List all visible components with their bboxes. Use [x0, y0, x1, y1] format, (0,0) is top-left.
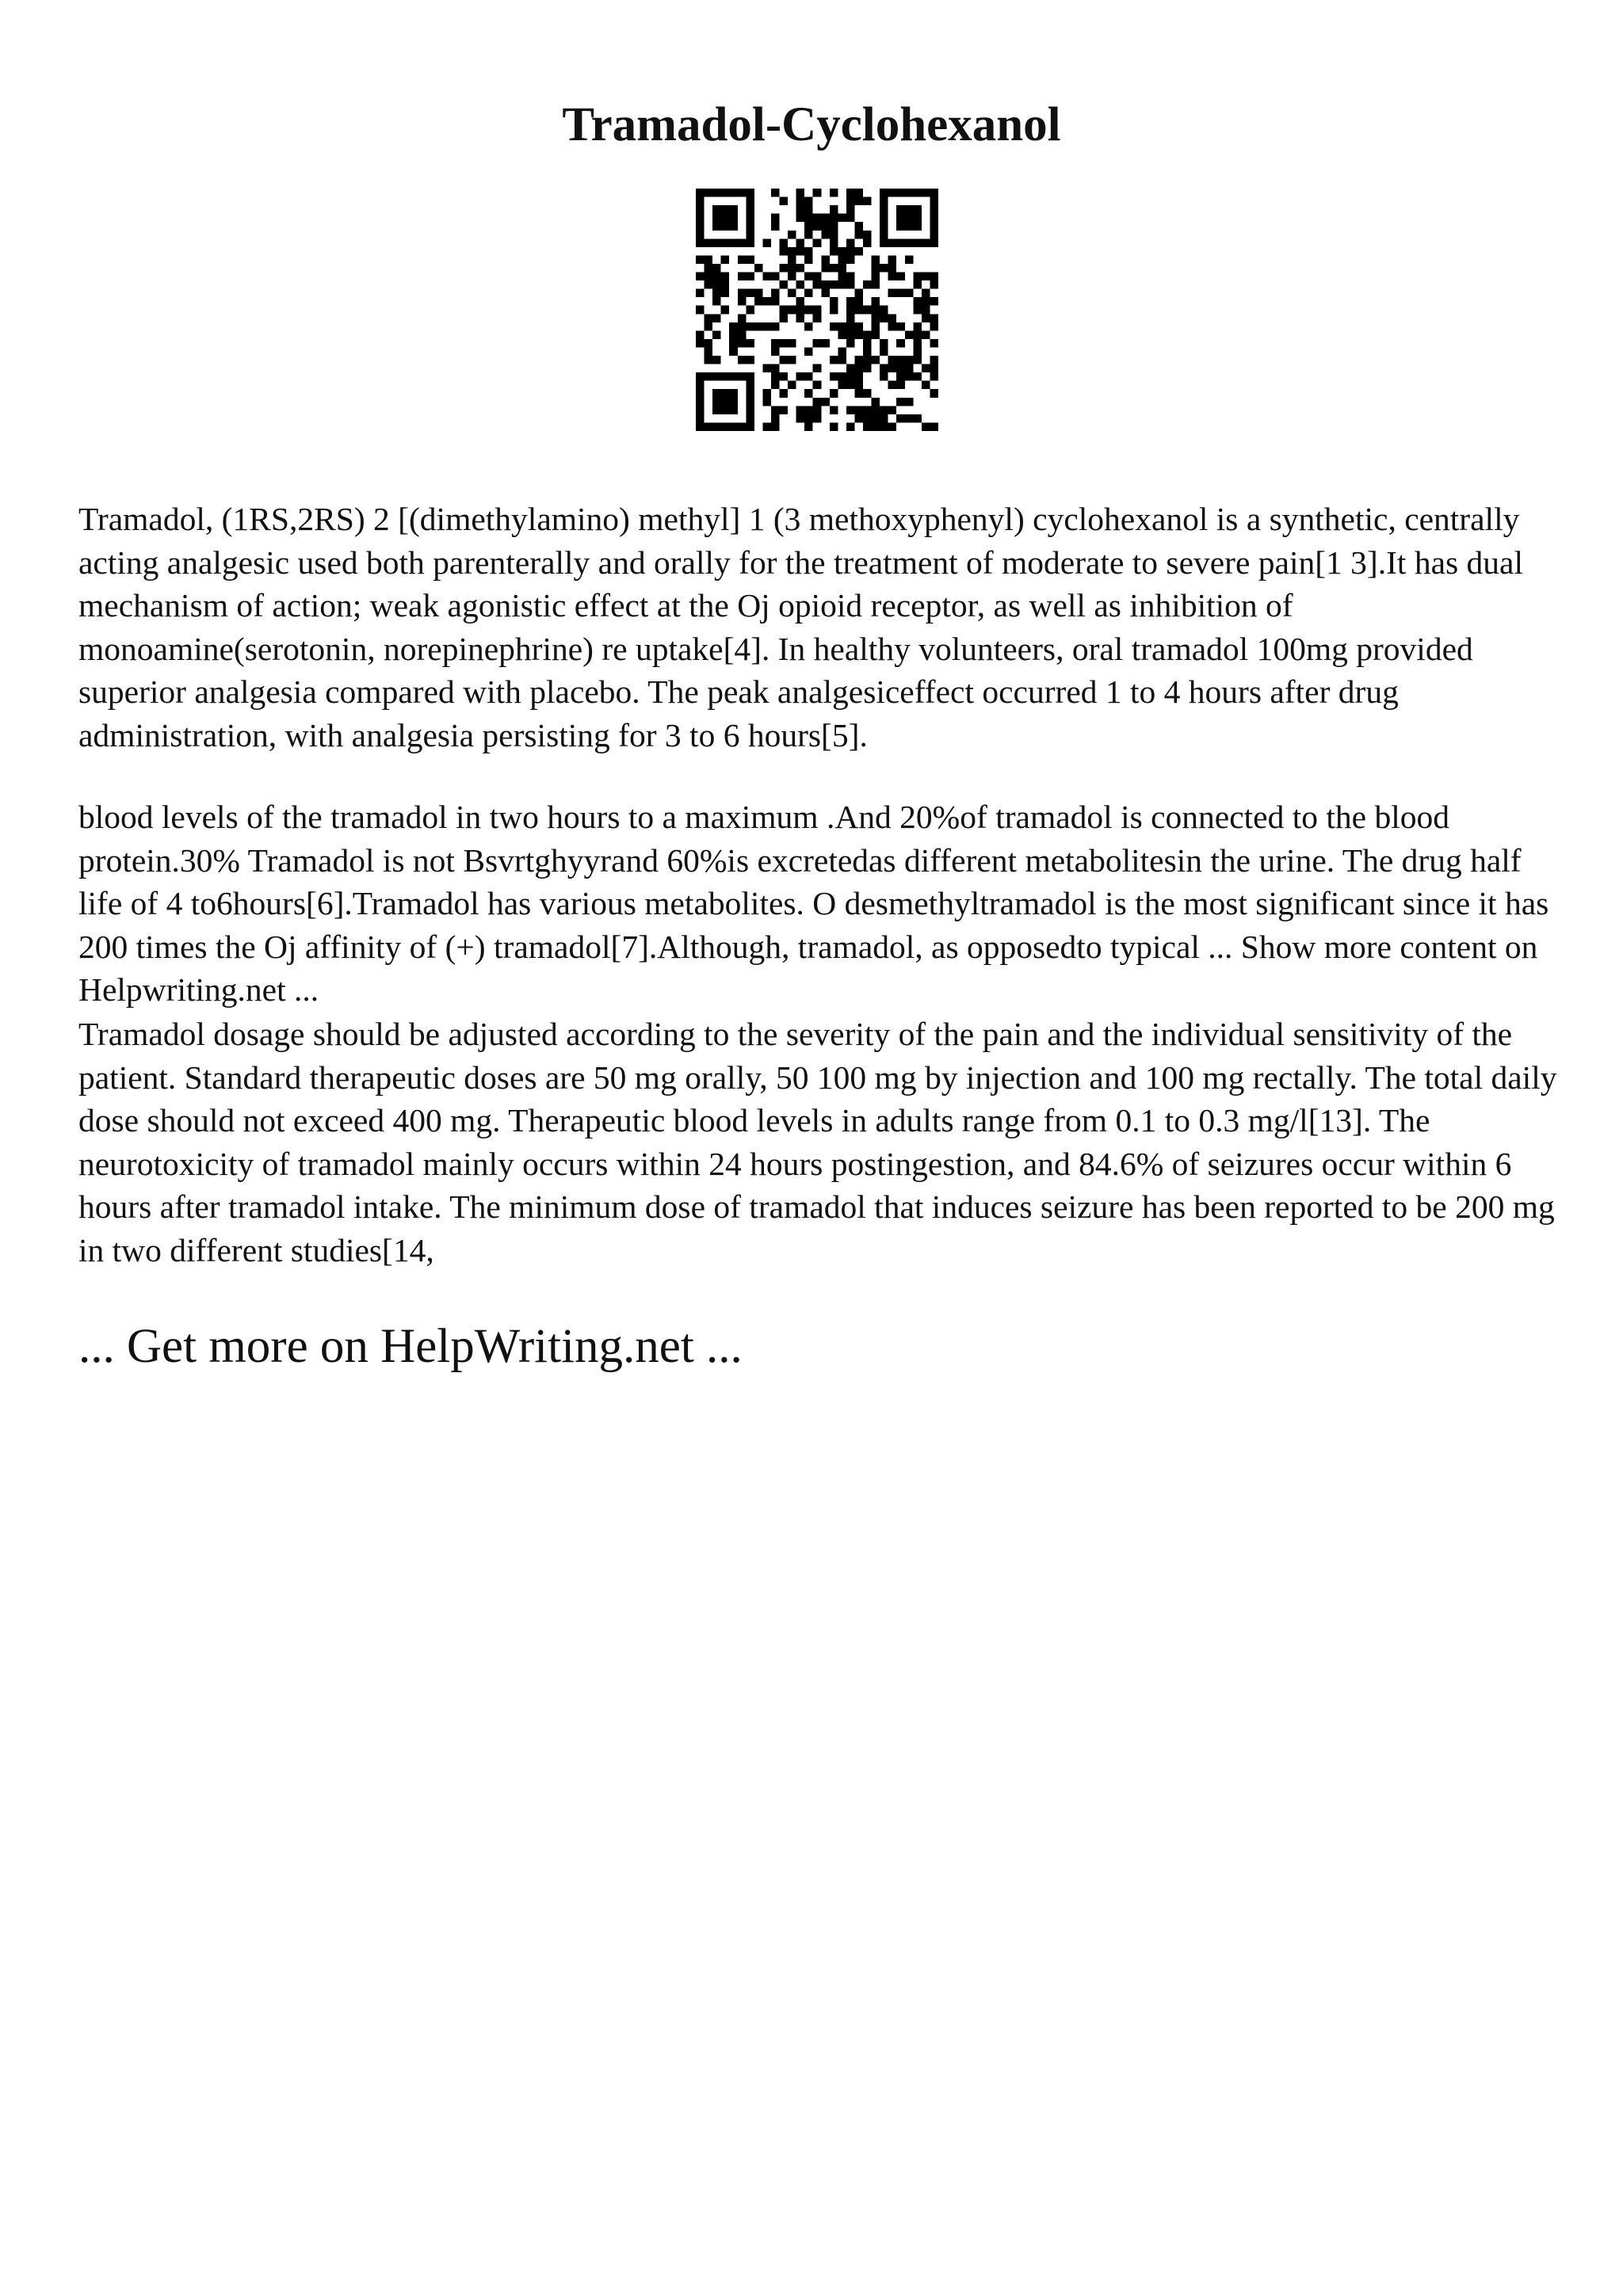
paragraph-pharmacokinetics: blood levels of the tramadol in two hours to a maximum .And 20%of tramadol is connected to the blood protein.30% Tramadol is not Bsvrtghyyrand 60%is excretedas different metabolitesin the urine. The drug half life of 4 to6hours[6].Tramadol has various metabolites. O desmethyltramadol is the most significant since it has 200 times the Oj affinity of (+) tramadol[7].Although, tramadol, as opposedto typical ... Show more content on Helpwriting.net ...	[78, 799, 1549, 1009]
qr-code-icon[interactable]	[696, 189, 938, 431]
get-more-link[interactable]: ... Get more on HelpWriting.net ...	[78, 1320, 743, 1373]
paragraph-dosage: Tramadol dosage should be adjusted according to the severity of the pain and the individual sensitivity of the patient. Standard therapeutic doses are 50 mg orally, 50 100 mg by injection and 100 mg rectally. The total daily dose should not exceed 400 mg. Therapeutic blood levels in adults range from 0.1 to 0.3 mg/l[13]. The neurotoxicity of tramadol mainly occurs within 24 hours postingestion, and 84.6% of seizures occur within 6 hours after tramadol intake. The minimum dose of tramadol that induces seizure has been reported to be 200 mg in two different studies[14,	[78, 1016, 1557, 1268]
document-title: Tramadol-Cyclohexanol	[562, 98, 1061, 151]
paragraph-intro: Tramadol, (1RS,2RS) 2 [(dimethylamino) methyl] 1 (3 methoxyphenyl) cyclohexanol is a synthetic, centrally acting analgesic used both parenterally and orally for the treatment of moderate to severe pain[1 3].It has dual mechanism of action; weak agonistic effect at the Oj opioid receptor, as well as inhibition of monoamine(serotonin, norepinephrine) re uptake[4]. In healthy volunteers, oral tramadol 100mg provided superior analgesia compared with placebo. The peak analgesiceffect occurred 1 to 4 hours after drug administration, with analgesia persisting for 3 to 6 hours[5].	[78, 501, 1523, 753]
